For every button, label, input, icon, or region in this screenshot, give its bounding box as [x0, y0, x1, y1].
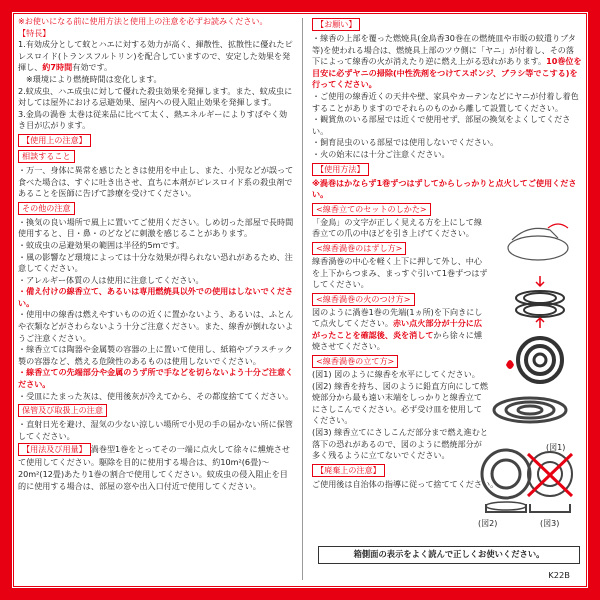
consult-text: ・万一、身体に異常を感じたときは使用を中止し、また、小児などが誤って食べた場合は、すぐに吐き出させ、直ちに本剤がピレスロイド系の殺虫剤であることを医師に告げて診療を受けてください。	[18, 164, 294, 199]
fig2-label: (図2)	[312, 380, 332, 391]
request-heading: 【お願い】	[312, 18, 360, 31]
fig2-caption: (図2)	[478, 519, 498, 528]
request-item-2: ・観賞魚のいる部屋では近くで使用せず、部屋の換気をよくしてください。	[312, 114, 571, 136]
left-column	[18, 16, 294, 492]
feature-note: ※環境により燃焼時間は変化します。	[26, 73, 162, 84]
product-code: K22B	[548, 570, 570, 580]
fig3-illustration	[520, 444, 580, 516]
fig3-caption: (図3)	[540, 519, 560, 528]
step-3-body: 図のように渦巻1巻の先端(1ヵ所)を下向きにして点火してください。	[312, 306, 483, 329]
request-item-4: ・火の始末には十分ご注意ください。	[312, 148, 450, 159]
disposal-text: ご使用後は自治体の指導に従って捨ててください。	[312, 478, 499, 489]
request-item-1: ・ご使用の線香近くの天井や壁、家具やカーテンなどにヤニが付着し着色することがありますのでそれらのものから離して設置してください。	[312, 90, 579, 113]
fig3-label: (図3)	[312, 427, 332, 438]
fig3-body: 線香立てにさしこんだ部分まで燃え進むと落下の恐れがあるので、図のように燃焼部分が多く残るように立てないでください。	[312, 427, 488, 461]
storage-text: ・直射日光を避け、湿気の少ない涼しい場所で小児の手の届かない所に保管してください。	[18, 419, 293, 441]
other-item-7: ・受皿にたまった灰は、使用後灰が冷えてから、その都度捨ててください。	[18, 390, 294, 401]
intro-notice: ※お使いになる前に使用方法と使用上の注意を必ずお読みください。	[18, 16, 268, 26]
step-1-text: 「金鳥」の文字が正しく見える方を上にして線香立ての爪の中ほどを引き上げてください。	[312, 216, 482, 239]
dosage-text: 渦巻型1巻をとってその一端に点火して徐々に燻焼させて使用してください。駆除を目的に使用する場合は、約10m²(6畳)〜20m²(12畳)あたり1巻の割合で使用してください。蚊成虫の侵入阻止を目的に使用する場合は、部屋の窓や出入口付近で使用してください。	[18, 444, 291, 491]
other-item-6: ・線香立ては陶器や金属製の容器の上に置いて使用し、紙箱やプラスチック製の容器など、燃える危険性のあるものは使用しないでください。	[18, 344, 293, 366]
feature-1	[18, 39, 294, 74]
coil-light-illustration	[500, 335, 572, 385]
fig1-text	[312, 369, 488, 381]
dosage-heading: 【用法及び用量】	[18, 443, 91, 456]
fig3-text	[312, 427, 488, 462]
step-3-heading: <線香渦巻の火のつけ方>	[312, 293, 415, 306]
fig1-illustration	[488, 388, 578, 434]
feature-2: 2.蚊成虫、ハエ成虫に対して優れた殺虫効果を発揮します。また、蚊成虫に対しては屋外における忌避効果、屋内への侵入阻止効果を発揮します。	[18, 85, 293, 108]
other-red-warning: ・備え付けの線香立て、あるいは専用燃焼具以外での使用はしないでください。	[18, 286, 294, 308]
feature-1-tail: 有効です。	[72, 62, 113, 73]
step-3-red: 赤い点火部分が十分に広がったことを確認後、炎を消して	[312, 318, 482, 340]
request-text	[312, 33, 582, 91]
method-heading: 【使用方法】	[312, 163, 369, 176]
caution-heading: 【使用上の注意】	[18, 134, 91, 147]
other-item-2: ・蚊成虫の忌避効果の範囲は半径約5mです。	[18, 239, 185, 250]
other-item-3: ・風の影響など環境によっては十分な効果が得られない恐れがあるため、注意してください。	[18, 251, 293, 274]
request-red: 10巻位を目安に必ずヤニの掃除(中性洗剤をつけてスポンジ、ブラシ等でこする)を行ってください。	[312, 56, 582, 90]
other-item-5: ・使用中の線香は燃えやすいものの近くに置かないよう、あるいは、ふとんや衣類などがさわらないよう十分ご注意ください。また、線香が倒れないようご注意ください。	[18, 309, 294, 343]
other-red-warning-2: ・線香立ての先端部分や金属のうず所で手などを切らないよう十分ご注意ください。	[18, 367, 294, 390]
storage-heading: 保管及び取扱上の注意	[18, 404, 107, 417]
fig2-body: 線香を持ち、図のように鉛直方向にして燃焼部分から最も遠い末端をしっかりと線香立てにさしこんでください。必ず受け皿を使用してください。	[312, 380, 488, 426]
features-heading: 【特長】	[18, 27, 51, 38]
hand-stand-illustration	[498, 218, 576, 266]
fig1-body: 図のように線香を水平にしてください。	[334, 369, 480, 380]
request-body: ・線香の上部を覆った燃焼具(金鳥香30巻在の燃焼皿や市販の蚊遣りブタ等)を使われる場合は、燃焼具上部のツウ側に「ヤニ」が付着し、その落下によって線香の火が消えたり逆に燃え上がる恐れがあります。	[312, 33, 576, 67]
feature-1-hours: 約7時間	[42, 62, 73, 73]
column-divider	[302, 18, 303, 580]
other-caution-heading: その他の注意	[18, 202, 75, 215]
other-item-4: ・アレルギー体質の人は使用に注意してください。	[18, 274, 204, 285]
step-2-text: 線香渦巻の中心を軽く上下に押して外し、中心を上下からつまみ、まっすぐ引いて1巻ずつはずしてください。	[312, 255, 488, 290]
read-box-notice: 箱側面の表示をよく読んで正しくお使いください。	[318, 546, 580, 564]
coil-separate-illustration	[510, 272, 570, 332]
disposal-heading: 【廃棄上の注意】	[312, 464, 385, 477]
method-note: ※渦巻はかならず1巻ずつはずしてからしっかりと点火してご使用ください。	[312, 177, 577, 200]
feature-3: 3.金鳥の渦巻 太巻は従来品に比べて太く、熱エネルギーによりすばやく効き目が広がります。	[18, 108, 288, 131]
fig1-caption: (図1)	[546, 443, 566, 452]
step-2-heading: <線香渦巻のはずし方>	[312, 242, 406, 255]
step-4-heading: <線香渦巻の立て方>	[312, 355, 398, 368]
fig2-text	[312, 381, 488, 427]
other-item-1: ・換気の良い場所で風上に置いてご使用ください。しめ切った部屋で長時間使用すると、目・鼻・のどなどに刺激を感じることがあります。	[18, 216, 294, 239]
feature-1-text: 1.有効成分として蚊とハエに対する効力が高く、揮散性、拡散性に優れたピレスロイド(トランスフルトリン)を配合していますので、安定した効果を発揮し、	[18, 39, 293, 73]
dosage-paragraph	[18, 442, 294, 492]
consult-heading: 相談すること	[18, 150, 75, 163]
step-1-heading: <線香立てのセットのしかた>	[312, 203, 431, 216]
step-3-text	[312, 307, 488, 353]
step-3-tail: から徐々に燻焼させてください。	[312, 329, 482, 352]
request-item-3: ・飼育昆虫のいる部屋では使用しないでください。	[312, 137, 499, 148]
fig1-label: (図1)	[312, 369, 332, 380]
